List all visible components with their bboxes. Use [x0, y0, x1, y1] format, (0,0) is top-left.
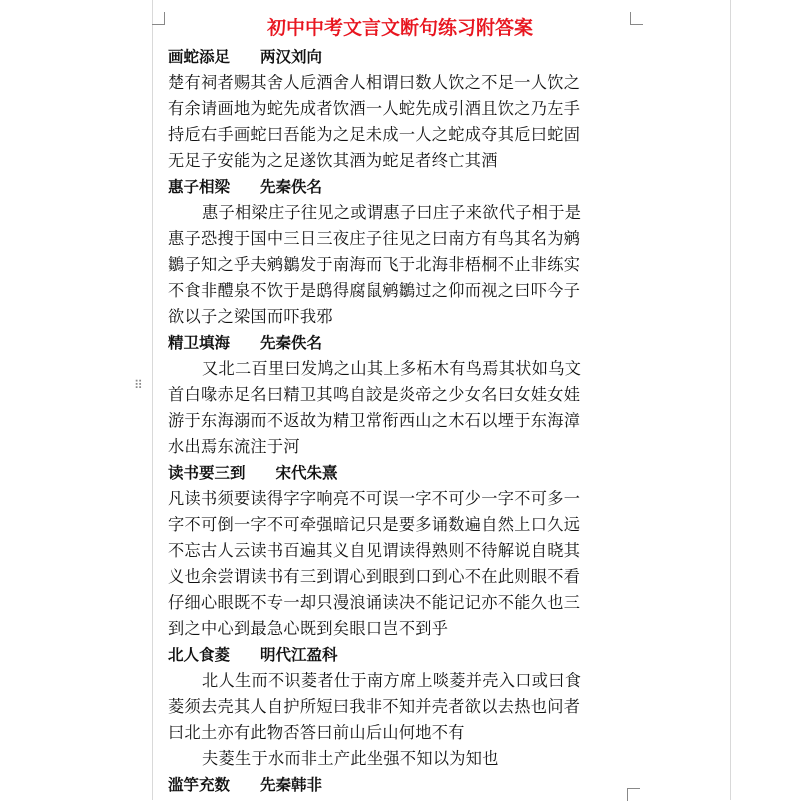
- section-heading: [168, 44, 632, 70]
- page-margin-right: [730, 0, 731, 800]
- section-title: 读书要三到: [168, 464, 246, 482]
- margin-corner-marker: [152, 12, 165, 25]
- section-heading: [168, 642, 632, 668]
- text-line: 惠子恐搜于国中三日三夜庄子往见之曰南方有鸟其名为鹓: [168, 229, 581, 248]
- text-line: 菱须去壳其人自护所短曰我非不知并壳者欲以去热也问者: [168, 697, 581, 716]
- text-line: 凡读书须要读得字字响亮不可误一字不可少一字不可多一: [168, 489, 581, 508]
- text-line: 曰北土亦有此物否答曰前山后山何地不有: [168, 723, 465, 742]
- page-margin-left: [152, 0, 153, 800]
- section-author: 明代江盈科: [260, 646, 338, 664]
- section-title: 精卫填海: [168, 334, 231, 352]
- text-line: 欲以子之梁国而吓我邪: [168, 307, 333, 326]
- section-heading: [168, 772, 632, 798]
- section-title: 滥竽充数: [168, 776, 231, 794]
- text-line: 不食非醴泉不饮于是鸱得腐鼠鹓鶵过之仰而视之曰吓今子: [168, 281, 581, 300]
- text-line: 游于东海溺而不返故为精卫常衔西山之木石以堙于东海漳: [168, 411, 581, 430]
- section-heading: [168, 174, 632, 200]
- section-title: 惠子相梁: [168, 178, 231, 196]
- text-line: 义也余尝谓读书有三到谓心到眼到口到心不在此则眼不看: [168, 567, 581, 586]
- section-heading: [168, 330, 632, 356]
- document-title: 初中中考文言文断句练习附答案: [266, 17, 533, 39]
- text-line: 有余请画地为蛇先成者饮酒一人蛇先成引酒且饮之乃左手: [168, 99, 581, 118]
- text-line: 北人生而不识菱者仕于南方席上啖菱并壳入口或曰食: [202, 671, 582, 690]
- text-line: 首白喙赤足名曰精卫其鸣自詨是炎帝之少女名曰女娃女娃: [168, 385, 581, 404]
- section-author: 先秦佚名: [260, 334, 323, 352]
- text-line: 鶵子知之乎夫鹓鶵发于南海而飞于北海非梧桐不止非练实: [168, 255, 581, 274]
- section-title: 北人食菱: [168, 646, 231, 664]
- paragraph-drag-handle-icon[interactable]: ⠿: [134, 378, 143, 392]
- text-line: 持卮右手画蛇曰吾能为之足未成一人之蛇成夺其卮曰蛇固: [168, 125, 581, 144]
- section-author: 先秦韩非: [260, 776, 323, 794]
- text-line: 到之中心到最急心既到矣眼口岂不到乎: [168, 619, 449, 638]
- text-line: 惠子相梁庄子往见之或谓惠子曰庄子来欲代子相于是: [202, 203, 582, 222]
- text-line: 夫菱生于水而非土产此坐强不知以为知也: [202, 749, 499, 768]
- section-author: 两汉刘向: [260, 48, 323, 66]
- text-line: 仔细心眼既不专一却只漫浪诵读决不能记记亦不能久也三: [168, 593, 581, 612]
- text-line: 又北二百里曰发鸠之山其上多柘木有鸟焉其状如乌文: [202, 359, 582, 378]
- text-line: 不忘古人云读书百遍其义自见谓读得熟则不待解说自晓其: [168, 541, 581, 560]
- section-title: 画蛇添足: [168, 48, 231, 66]
- section-author: 先秦佚名: [260, 178, 323, 196]
- section-heading: [168, 460, 632, 486]
- text-line: 水出焉东流注于河: [168, 437, 300, 456]
- text-line: 字不可倒一字不可牵强暗记只是要多诵数遍自然上口久远: [168, 515, 581, 534]
- section-author: 宋代朱熹: [275, 464, 338, 482]
- document-body[interactable]: [168, 12, 632, 798]
- text-line: 楚有祠者赐其舍人卮酒舍人相谓曰数人饮之不足一人饮之: [168, 73, 581, 92]
- text-line: 无足子安能为之足遂饮其酒为蛇足者终亡其酒: [168, 151, 498, 170]
